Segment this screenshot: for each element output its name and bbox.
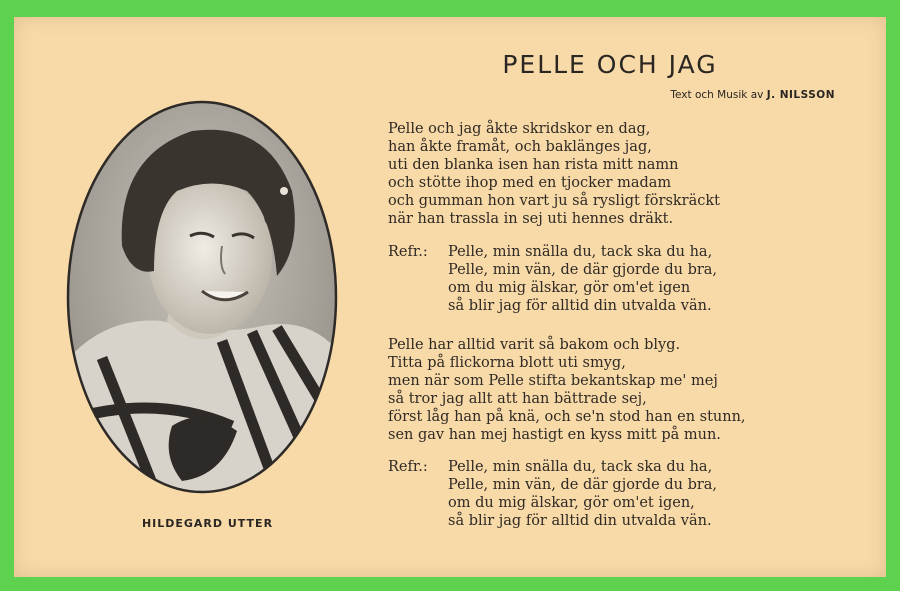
verse-line: Pelle och jag åkte skridskor en dag, xyxy=(388,121,651,137)
verse-line: så tror jag allt att han bättrade sej, xyxy=(388,391,647,407)
portrait-caption: HILDEGARD UTTER xyxy=(141,517,274,530)
verse-line: uti den blanka isen han rista mitt namn xyxy=(388,157,679,173)
refrain-line: om du mig älskar, gör om'et igen xyxy=(448,280,691,296)
song-credit xyxy=(560,89,835,101)
verse-line: han åkte framåt, och baklänges jag, xyxy=(388,139,652,155)
verse-line: när han trassla in sej uti hennes dräkt. xyxy=(388,211,674,227)
portrait-photo xyxy=(62,96,342,498)
refrain-line: så blir jag för alltid din utvalda vän. xyxy=(448,513,712,529)
refrain-label: Refr.: xyxy=(388,244,428,260)
refrain-line: så blir jag för alltid din utvalda vän. xyxy=(448,298,712,314)
song-title: PELLE OCH JAG xyxy=(502,50,718,79)
refrain-1 xyxy=(388,243,717,315)
refrain-label: Refr.: xyxy=(388,459,428,475)
verse-1 xyxy=(388,120,720,228)
refrain-line: Pelle, min vän, de där gjorde du bra, xyxy=(448,477,718,493)
refrain-line: Pelle, min snälla du, tack ska du ha, xyxy=(448,459,713,475)
verse-line: först låg han på knä, och se'n stod han en stunn, xyxy=(388,409,746,425)
verse-2 xyxy=(388,336,746,444)
credit-author: J. NILSSON xyxy=(766,89,835,101)
verse-line: Titta på flickorna blott uti smyg, xyxy=(388,355,626,371)
verse-line: och stötte ihop med en tjocker madam xyxy=(388,175,672,191)
refrain-line: Pelle, min snälla du, tack ska du ha, xyxy=(448,244,713,260)
verse-line: och gumman hon vart ju så rysligt förskräckt xyxy=(388,193,720,209)
refrain-line: Pelle, min vän, de där gjorde du bra, xyxy=(448,262,718,278)
verse-line: sen gav han mej hastigt en kyss mitt på mun. xyxy=(388,427,721,443)
verse-line: men när som Pelle stifta bekantskap me' mej xyxy=(388,373,718,389)
refrain-2 xyxy=(388,458,717,530)
credit-prefix: Text och Musik av xyxy=(670,89,764,101)
refrain-line: om du mig älskar, gör om'et igen, xyxy=(448,495,695,511)
verse-line: Pelle har alltid varit så bakom och blyg. xyxy=(388,337,681,353)
